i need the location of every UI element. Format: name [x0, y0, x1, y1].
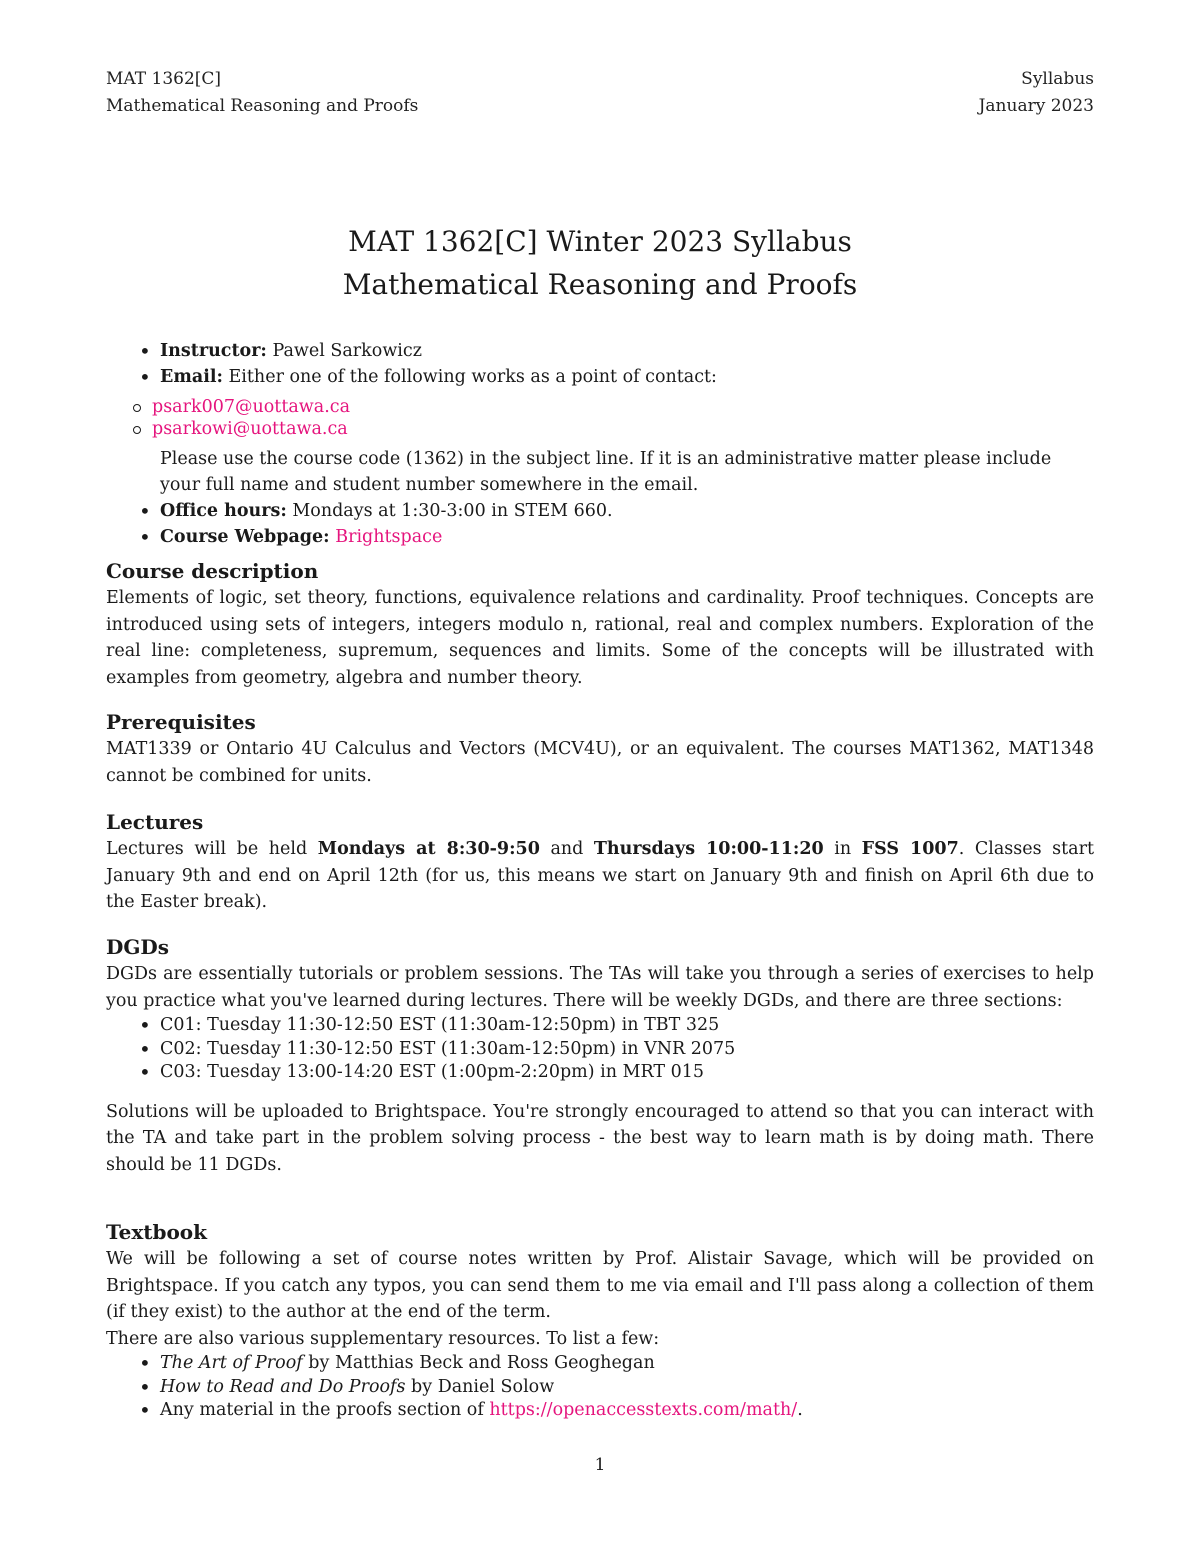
lectures-text-pre: Lectures will be held: [106, 839, 318, 859]
dgd-outro: Solutions will be uploaded to Brightspace. You're strongly encouraged to attend so that you can interact with the TA and take part in the problem solving process - the best way to learn math is by doing math. There should be 11 DGDs.: [106, 1101, 1094, 1175]
resource-author: by Matthias Beck and Ross Geoghegan: [302, 1353, 655, 1373]
header-date: January 2023: [978, 96, 1094, 116]
dgd-item: • C02: Tuesday 11:30-12:50 EST (11:30am-12:50pm) in VNR 2075: [106, 1038, 1094, 1062]
email-item-1: [106, 396, 1094, 418]
instructor-item: [106, 338, 1094, 364]
email-item-2: [106, 418, 1094, 440]
prerequisites-section: [106, 708, 1094, 789]
office-hours-label: Office hours:: [160, 501, 287, 521]
brightspace-link[interactable]: Brightspace: [335, 527, 443, 547]
resource-item: [106, 1376, 1094, 1400]
section-heading: Textbook: [106, 1220, 207, 1244]
dgd-item: • C03: Tuesday 13:00-14:20 EST (1:00pm-2:20pm) in MRT 015: [106, 1061, 1094, 1085]
email-link-2[interactable]: psarkowi@uottawa.ca: [152, 419, 348, 439]
email-item: [106, 364, 1094, 390]
lectures-section: [106, 808, 1094, 916]
course-info: [106, 338, 1094, 550]
section-text: MAT1339 or Ontario 4U Calculus and Vectors (MCV4U), or an equivalent. The courses MAT1362, MAT1348 cannot be combined for units.: [106, 739, 1094, 786]
page-number: 1: [594, 1455, 606, 1475]
email-link-1[interactable]: psark007@uottawa.ca: [152, 397, 351, 417]
course-description-section: [106, 557, 1094, 691]
header-course-code: MAT 1362[C]: [106, 69, 222, 89]
webpage-item: [106, 524, 1094, 550]
resource-author: by Daniel Solow: [405, 1376, 555, 1397]
resources-intro: There are also various supplementary resources. To list a few:: [106, 1328, 660, 1349]
webpage-label: Course Webpage:: [160, 527, 330, 547]
resource-title: The Art of Proof: [160, 1353, 303, 1373]
section-text: We will be following a set of course notes written by Prof. Alistair Savage, which will be provided on Brightspace. If you catch any typos, you can send them to me via email and I'll pass along a collection of them (if they exist) to the author at the end of the term.: [106, 1249, 1094, 1322]
running-header-left: [106, 66, 418, 120]
lectures-text-in: in: [823, 839, 862, 859]
header-course-name: Mathematical Reasoning and Proofs: [106, 96, 419, 116]
instructor-name: Pawel Sarkowicz: [272, 341, 422, 361]
email-intro: Either one of the following works as a point of contact:: [228, 367, 717, 387]
lectures-monday: Mondays at 8:30-9:50: [317, 839, 540, 859]
section-heading: Course description: [106, 559, 319, 583]
openaccess-link[interactable]: https://openaccesstexts.com/math/: [489, 1400, 798, 1420]
resource-title: How to Read and Do Proofs: [160, 1376, 406, 1397]
instructor-label: Instructor:: [160, 341, 267, 361]
running-header-right: [979, 66, 1094, 120]
resources-list: [106, 1352, 1094, 1423]
dgd-list: [106, 1014, 1094, 1085]
header-doc-type: Syllabus: [1021, 69, 1094, 89]
lectures-text-and: and: [539, 839, 594, 859]
section-text: [106, 836, 1094, 916]
office-hours-item: [106, 498, 1094, 524]
document-title: [0, 220, 1200, 306]
title-line-1: MAT 1362[C] Winter 2023 Syllabus: [348, 225, 852, 258]
textbook-section: [106, 1218, 1094, 1423]
email-note: Please use the course code (1362) in the subject line. If it is an administrative matter please include your full name and student number somewhere in the email.: [160, 449, 1052, 495]
section-heading: DGDs: [106, 935, 170, 959]
resource-text-end: .: [797, 1400, 803, 1420]
lectures-thursday: Thursdays 10:00-11:20: [593, 839, 824, 859]
dgds-section: [106, 933, 1094, 1178]
lectures-text-post: . Classes start January 9th and end on April 12th (for us, this means we start on January 9th and finish on April 6th due to the Easter break).: [106, 839, 1094, 912]
title-line-2: Mathematical Reasoning and Proofs: [342, 268, 858, 301]
office-hours-value: Mondays at 1:30-3:00 in STEM 660.: [292, 501, 613, 521]
section-heading: Lectures: [106, 810, 204, 834]
dgd-item: • C01: Tuesday 11:30-12:50 EST (11:30am-12:50pm) in TBT 325: [106, 1014, 1094, 1038]
section-text: Elements of logic, set theory, functions, equivalence relations and cardinality. Proof techniques. Concepts are introduced using sets of integers, integers modulo n, rational, real and complex numbers. Exploration of the real line: completeness, supremum, sequences and limits. Some of the concepts will be illustrated with examples from geometry, algebra and number theory.: [106, 588, 1094, 688]
resource-text: Any material in the proofs section of: [160, 1400, 490, 1420]
section-heading: Prerequisites: [106, 710, 256, 734]
resource-item: [106, 1399, 1094, 1423]
lectures-room: FSS 1007: [861, 839, 959, 859]
section-text: DGDs are essentially tutorials or problem sessions. The TAs will take you through a series of exercises to help you practice what you've learned during lectures. There will be weekly DGDs, and there are three sections:: [106, 964, 1094, 1011]
email-label: Email:: [160, 367, 223, 387]
resource-item: [106, 1352, 1094, 1376]
